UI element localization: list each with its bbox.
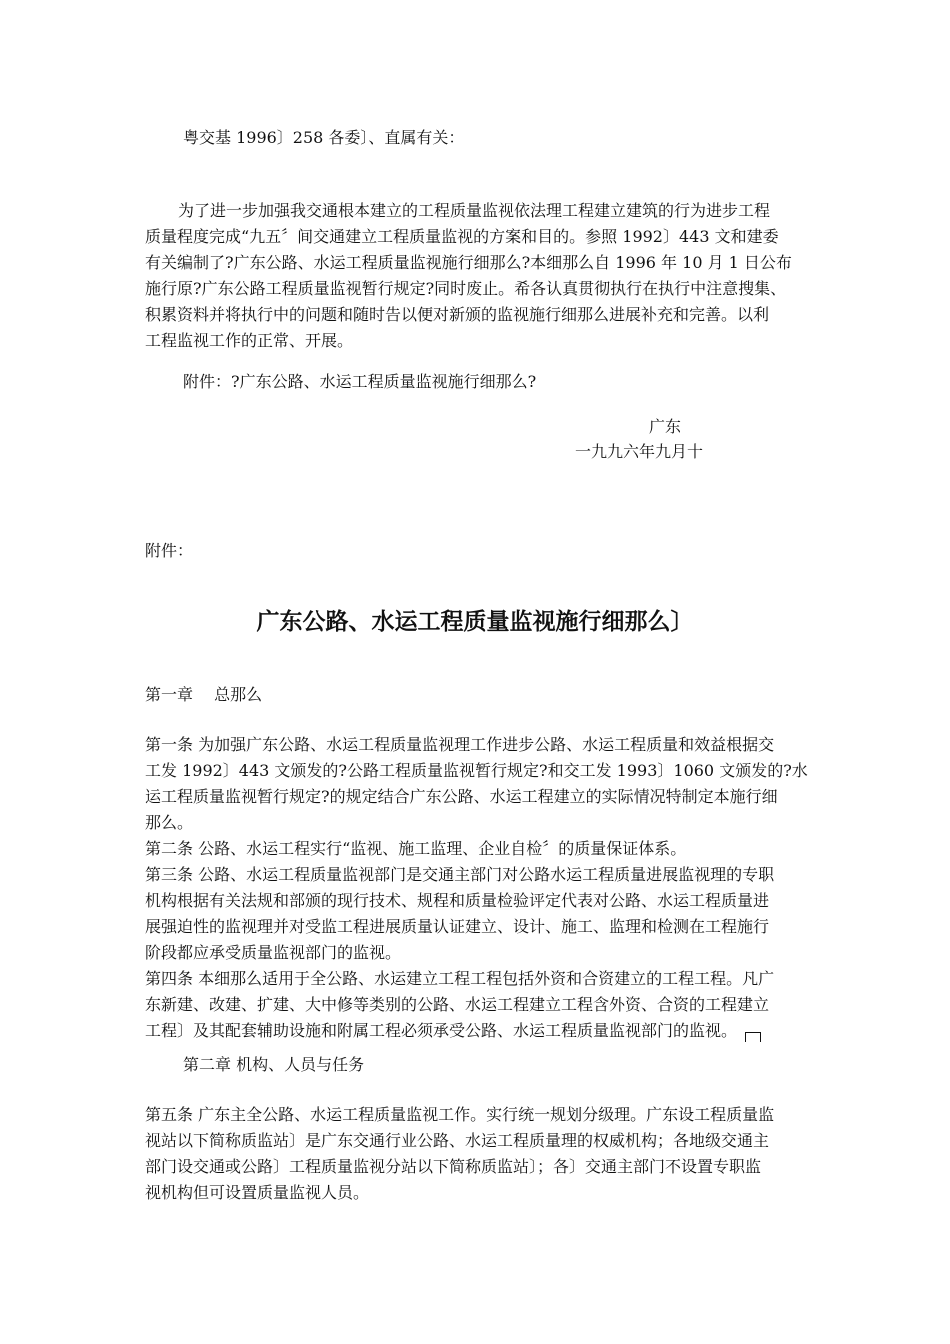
- article-line: 第四条 本细那么适用于全公路、水运建立工程工程包括外资和合资建立的工程工程。凡广: [145, 969, 775, 988]
- signature-date: 一九九六年九月十: [575, 442, 704, 461]
- notice-line: 积累资料并将执行中的问题和随时告以便对新颁的监视施行细那么进展补充和完善。以利: [145, 305, 770, 324]
- notice-body: [145, 198, 817, 354]
- chapter-2-heading: 第二章 机构、人员与任务: [183, 1055, 365, 1074]
- article-line: 展强迫性的监视理并对受监工程进展质量认证建立、设计、施工、监理和检测在工程施行: [145, 917, 770, 936]
- article-line: 东新建、改建、扩建、大中修等类别的公路、水运工程建立工程含外资、合资的工程建立: [145, 995, 770, 1014]
- notice-line: 为了进一步加强我交通根本建立的工程质量监视依法理工程建立建筑的行为进步工程: [178, 201, 771, 220]
- notice-line: 工程监视工作的正常、开展。: [145, 331, 354, 350]
- signature-org: 广东: [649, 417, 682, 436]
- article-line: 视站以下简称质监站〕是广东交通行业公路、水运工程质量理的权威机构；各地级交通主: [145, 1131, 770, 1150]
- article-line: 第一条 为加强广东公路、水运工程质量监视理工作进步公路、水运工程质量和效益根据交: [145, 735, 775, 754]
- article-line: 运工程质量监视暂行规定?的规定结合广东公路、水运工程建立的实际情况特制定本施行细: [145, 787, 778, 806]
- article-line: 工发 1992〕443 文颁发的?公路工程质量监视暂行规定?和交工发 1993〕1060 文颁发的?水: [145, 761, 808, 780]
- attachment-label: 附件：: [145, 541, 194, 560]
- article-line: 视机构但可设置质量监视人员。: [145, 1183, 370, 1202]
- notice-attachment-line: 附件：?广东公路、水运工程质量监视施行细那么?: [183, 372, 537, 391]
- section-break-mark: [745, 1032, 761, 1042]
- notice-line: 施行原?广东公路工程质量监视暂行规定?同时废止。希各认真贯彻执行在执行中注意搜集、: [145, 279, 787, 298]
- notice-line: 有关编制了?广东公路、水运工程质量监视施行细那么?本细那么自 1996 年 10 月 1 日公布: [145, 253, 792, 272]
- attachment-title: 广东公路、水运工程质量监视施行细那么〕: [256, 609, 694, 635]
- article-line: 那么。: [145, 813, 194, 832]
- chapter-1-body: [145, 732, 817, 1044]
- article-line: 工程〕及其配套辅助设施和附属工程必须承受公路、水运工程质量监视部门的监视。: [145, 1021, 738, 1040]
- article-line: 机构根据有关法规和部颁的现行技术、规程和质量检验评定代表对公路、水运工程质量进: [145, 891, 770, 910]
- chapter-1-heading: 第一章 总那么: [145, 685, 263, 704]
- article-line-with-mark: [145, 1018, 817, 1044]
- article-line: 第二条 公路、水运工程实行“监视、施工监理、企业自检〞的质量保证体系。: [145, 839, 687, 858]
- article-line: 第五条 广东主全公路、水运工程质量监视工作。实行统一规划分级理。广东设工程质量监: [145, 1105, 775, 1124]
- document-reference-line: 粤交基 1996〕258 各委〕、直属有关：: [183, 128, 465, 147]
- notice-line: 质量程度完成“九五〞间交通建立工程质量监视的方案和目的。参照 1992〕443 文和建委: [145, 227, 779, 246]
- article-line: 阶段都应承受质量监视部门的监视。: [145, 943, 402, 962]
- chapter-2-body: [145, 1102, 817, 1206]
- article-line: 部门设交通或公路〕工程质量监视分站以下简称质监站〕；各〕交通主部门不设置专职监: [145, 1157, 762, 1176]
- article-line: 第三条 公路、水运工程质量监视部门是交通主部门对公路水运工程质量进展监视理的专职: [145, 865, 775, 884]
